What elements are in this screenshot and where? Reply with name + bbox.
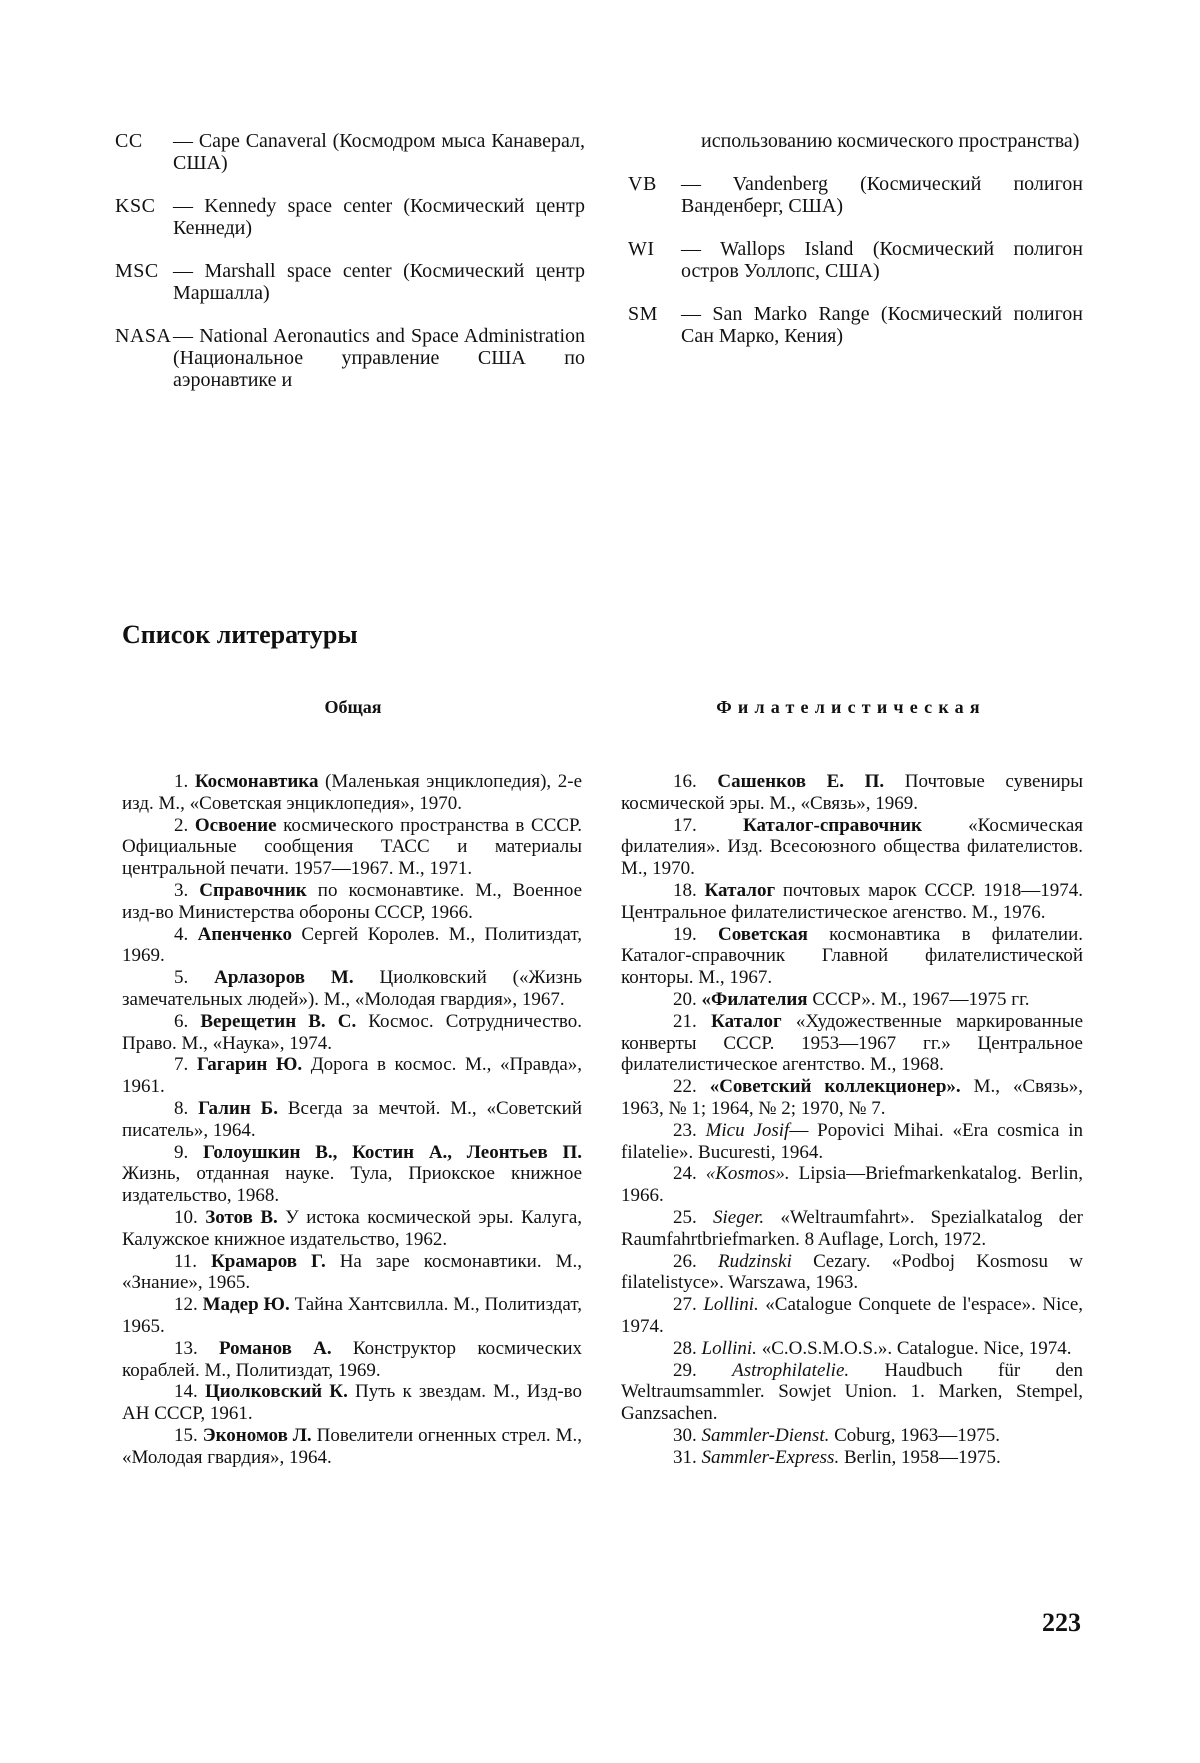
page-number: 223: [1042, 1608, 1081, 1637]
bibliography-entry: [621, 880, 1083, 924]
entry-number: 29.: [673, 1359, 697, 1381]
abbreviation-entry: [115, 195, 585, 239]
entry-number: 18.: [673, 879, 697, 901]
abbreviation-continuation: использованию космического пространства): [701, 130, 1080, 152]
bibliography-entry: [621, 1076, 1083, 1120]
entry-number: 11.: [174, 1250, 198, 1272]
entry-text: Тайна Хантсвилла. М., Политиздат, 1965.: [122, 1294, 582, 1337]
bibliography-entry: [122, 1098, 582, 1142]
abbreviation-description: — Cape Canaveral (Космодром мыса Канаверал, США): [173, 130, 585, 174]
abbreviation-code: NASA: [115, 325, 172, 347]
abbreviation-code: MSC: [115, 260, 159, 282]
bibliography-entry: [621, 924, 1083, 989]
entry-author: Верещетин В. С.: [200, 1010, 357, 1032]
bibliography-entry: [621, 1251, 1083, 1295]
abbreviation-code: KSC: [115, 195, 156, 217]
entry-number: 17.: [673, 814, 697, 836]
bibliography-entry: [122, 815, 582, 880]
entry-number: 2.: [174, 814, 189, 836]
bibliography-entry: [122, 1381, 582, 1425]
entry-text: космонавтика в филателии. Каталог-справочник Главной филателистической конторы. М., 1967.: [621, 923, 1083, 989]
entry-author-italic: «Kosmos».: [705, 1163, 790, 1185]
abbreviation-description: — San Marko Range (Космический полигон Сан Марко, Кения): [681, 303, 1083, 347]
bibliography-entry: [621, 1120, 1083, 1164]
entry-text: (Маленькая энциклопедия), 2-е изд. М., «Советская энциклопедия», 1970.: [122, 771, 582, 814]
entry-author: Галин Б.: [198, 1097, 278, 1119]
bibliography-entry: [122, 1425, 582, 1469]
bibliography-entry: [122, 1251, 582, 1295]
abbreviation-code: WI: [628, 238, 655, 260]
bibliography-entry: [621, 1011, 1083, 1076]
entry-text: Циолковский («Жизнь замечательных людей»). М., «Молодая гвардия», 1967.: [122, 967, 582, 1010]
entry-author: Каталог: [704, 879, 776, 901]
entry-number: 7.: [174, 1054, 189, 1076]
abbreviation-entry: [628, 238, 1083, 282]
entry-number: 21.: [673, 1010, 697, 1032]
entry-text: «C.O.S.M.O.S.». Catalogue. Nice, 1974.: [756, 1337, 1072, 1359]
entry-text: Berlin, 1958—1975.: [839, 1446, 1001, 1468]
abbreviation-entry: [628, 173, 1083, 217]
entry-author-italic: Lollini.: [701, 1337, 757, 1359]
entry-text: На заре космонавтики. М., «Знание», 1965.: [122, 1250, 582, 1294]
bibliography-entry: [621, 1163, 1083, 1207]
entry-text: «Космическая филателия». Изд. Всесоюзного общества филателистов. М., 1970.: [621, 814, 1083, 880]
entry-text: по космонавтике. М., Военное изд-во Министерства обороны СССР, 1966.: [122, 879, 583, 923]
entry-author: Циолковский К.: [204, 1381, 348, 1403]
entry-number: 10.: [174, 1206, 198, 1228]
entry-number: 8.: [174, 1097, 189, 1119]
entry-text: Конструктор космических кораблей. М., Политиздат, 1969.: [122, 1337, 582, 1381]
entry-author: Экономов Л.: [202, 1424, 312, 1446]
entry-number: 27.: [673, 1294, 697, 1316]
bibliography-entry: [621, 815, 1083, 880]
entry-author: Апенченко: [197, 923, 292, 945]
entry-text: «Catalogue Conquete de l'espace». Nice, 1974.: [621, 1294, 1083, 1337]
entry-text: Дорога в космос. М., «Правда», 1961.: [122, 1054, 583, 1098]
bibliography-column-left: [122, 771, 582, 1469]
abbreviation-description: — National Aeronautics and Space Administration (Национальное управление США по аэронавтике и: [173, 325, 585, 391]
entry-text: Всегда за мечтой. М., «Советский писатель», 1964.: [122, 1097, 582, 1141]
bibliography-entry: [122, 1207, 582, 1251]
entry-text: Повелители огненных стрел. М., «Молодая гвардия», 1964.: [122, 1424, 582, 1468]
abbreviation-code: SM: [628, 303, 658, 325]
entry-text: Coburg, 1963—1975.: [829, 1424, 1001, 1446]
subheading-general: Общая: [324, 697, 382, 717]
entry-text: Путь к звездам. М., Изд-во АН СССР, 1961.: [122, 1381, 583, 1425]
entry-text: Lipsia—Briefmarkenkatalog. Berlin, 1966.: [621, 1163, 1083, 1207]
bibliography-entry: [621, 1425, 1083, 1447]
entry-text: Cezary. «Podboj Kosmosu w filatelistyce». Warszawa, 1963.: [621, 1250, 1084, 1294]
entry-number: 26.: [673, 1250, 697, 1272]
entry-author: Сашенков Е. П.: [717, 771, 885, 792]
entry-author-italic: Lollini.: [703, 1294, 759, 1316]
entry-author: «Советский коллекционер».: [709, 1076, 961, 1098]
entry-text: космического пространства в СССР. Официальные сообщения ТАСС и материалы центральной печати. 1957—1967. М., 1971.: [122, 814, 582, 880]
entry-text: М., «Связь», 1963, № 1; 1964, № 2; 1970, № 7.: [621, 1076, 1084, 1119]
abbreviation-description: — Vandenberg (Космический полигон Ванденберг, США): [681, 173, 1083, 217]
bibliography-entry: [621, 1360, 1083, 1425]
entry-author-italic: Rudzinski: [718, 1250, 792, 1272]
bibliography-entry: [621, 1294, 1083, 1338]
entry-number: 13.: [174, 1337, 198, 1359]
entry-author: Мадер Ю.: [202, 1294, 290, 1316]
abbreviation-entry: [115, 130, 585, 174]
entry-author: Романов А.: [219, 1337, 332, 1359]
entry-number: 20.: [673, 988, 697, 1010]
entry-text: У истока космической эры. Калуга, Калужское книжное издательство, 1962.: [122, 1206, 583, 1250]
entry-number: 9.: [174, 1141, 189, 1163]
entry-number: 3.: [174, 879, 189, 901]
entry-number: 1.: [174, 771, 189, 792]
entry-author: Крамаров Г.: [211, 1250, 326, 1272]
bibliography-entry: [621, 771, 1083, 815]
entry-number: 19.: [673, 923, 697, 945]
bibliography-entry: [122, 1054, 582, 1098]
abbreviation-code: VB: [628, 173, 657, 195]
entry-author: Гагарин Ю.: [196, 1054, 303, 1076]
bibliography-entry: [122, 771, 582, 815]
entry-number: 28.: [673, 1337, 697, 1359]
entry-author: Освоение: [194, 814, 277, 836]
entry-text: «Weltraumfahrt». Spezialkatalog der Raumfahrtbriefmarken. 8 Auflage, Lorch, 1972.: [621, 1206, 1084, 1250]
bibliography-entry: [122, 1142, 582, 1207]
entry-text: «Художественные маркированные конверты СССР. 1953—1967 гг.» Центральное филателистическое агентство. М., 1968.: [621, 1010, 1084, 1076]
section-heading: Список литературы: [122, 620, 358, 649]
entry-text: Космос. Сотрудничество. Право. М., «Наука», 1974.: [122, 1010, 583, 1054]
entry-author-italic: Astrophilatelie.: [732, 1359, 850, 1381]
entry-author-italic: Micu Josif: [705, 1119, 790, 1141]
subheading-philatelic: Филателистическая: [716, 697, 986, 717]
entry-number: 25.: [673, 1206, 697, 1228]
abbreviation-entry: [115, 325, 585, 391]
entry-text: СССР». М., 1967—1975 гг.: [807, 988, 1030, 1010]
entry-number: 16.: [673, 771, 697, 792]
entry-author: Арлазоров М.: [214, 967, 354, 989]
bibliography-entry: [122, 967, 582, 1011]
bibliography-entry: [122, 924, 582, 968]
bibliography-entry: [122, 1294, 582, 1338]
entry-text: Жизнь, отданная науке. Тула, Приокское книжное издательство, 1968.: [122, 1163, 582, 1207]
entry-number: 14.: [174, 1381, 198, 1403]
bibliography-entry: [621, 1338, 1083, 1360]
entry-author: Зотов В.: [205, 1206, 278, 1228]
bibliography-entry: [621, 1447, 1083, 1469]
bibliography-entry: [122, 1338, 582, 1382]
entry-text: почтовых марок СССР. 1918—1974. Центральное филателистическое агенство. М., 1976.: [621, 879, 1083, 923]
entry-author: Голоушкин В., Костин А., Леонтьев П.: [202, 1141, 582, 1163]
entry-number: 6.: [174, 1010, 189, 1032]
entry-author-italic: Sieger.: [712, 1206, 765, 1228]
bibliography-column-right: [621, 771, 1083, 1469]
entry-text: Почтовые сувениры космической эры. М., «Связь», 1969.: [621, 771, 1084, 814]
entry-text: Сергей Королев. М., Политиздат, 1969.: [122, 923, 582, 967]
abbreviation-description: — Marshall space center (Космический центр Маршалла): [173, 260, 585, 304]
entry-text: — Popovici Mihai. «Era cosmica in filatelie». Bucuresti, 1964.: [621, 1119, 1084, 1163]
entry-number: 15.: [174, 1424, 198, 1446]
entry-author-italic: Sammler-Dienst.: [701, 1424, 830, 1446]
abbreviation-description: — Wallops Island (Космический полигон остров Уоллопс, США): [681, 238, 1083, 282]
abbreviation-description: — Kennedy space center (Космический центр Кеннеди): [173, 195, 585, 239]
bibliography-entry: [122, 1011, 582, 1055]
entry-number: 4.: [174, 923, 189, 945]
abbreviation-list-left: [115, 130, 585, 412]
entry-author: Космонавтика: [194, 771, 319, 792]
abbreviation-entry: [115, 260, 585, 304]
entry-number: 31.: [673, 1446, 697, 1468]
abbreviation-entry: [628, 303, 1083, 347]
entry-author-italic: Sammler-Express.: [701, 1446, 840, 1468]
entry-number: 12.: [174, 1294, 198, 1316]
entry-number: 22.: [673, 1076, 697, 1098]
bibliography-entry: [621, 1207, 1083, 1251]
entry-author: Советская: [718, 923, 808, 945]
entry-author: Справочник: [199, 879, 307, 901]
entry-number: 30.: [673, 1424, 697, 1446]
bibliography-entry: [621, 989, 1083, 1011]
bibliography-entry: [122, 880, 582, 924]
abbreviation-list-right: [628, 130, 1083, 368]
entry-number: 24.: [673, 1163, 697, 1185]
entry-author: Каталог: [711, 1010, 782, 1032]
entry-number: 5.: [174, 967, 189, 989]
abbreviation-code: CC: [115, 130, 143, 152]
entry-author: «Филателия: [701, 988, 808, 1010]
entry-author: Каталог-справочник: [742, 814, 922, 836]
entry-number: 23.: [673, 1119, 697, 1141]
entry-text: Haudbuch für den Weltraumsammler. Sowjet Union. 1. Marken, Stempel, Ganzsachen.: [621, 1359, 1083, 1425]
